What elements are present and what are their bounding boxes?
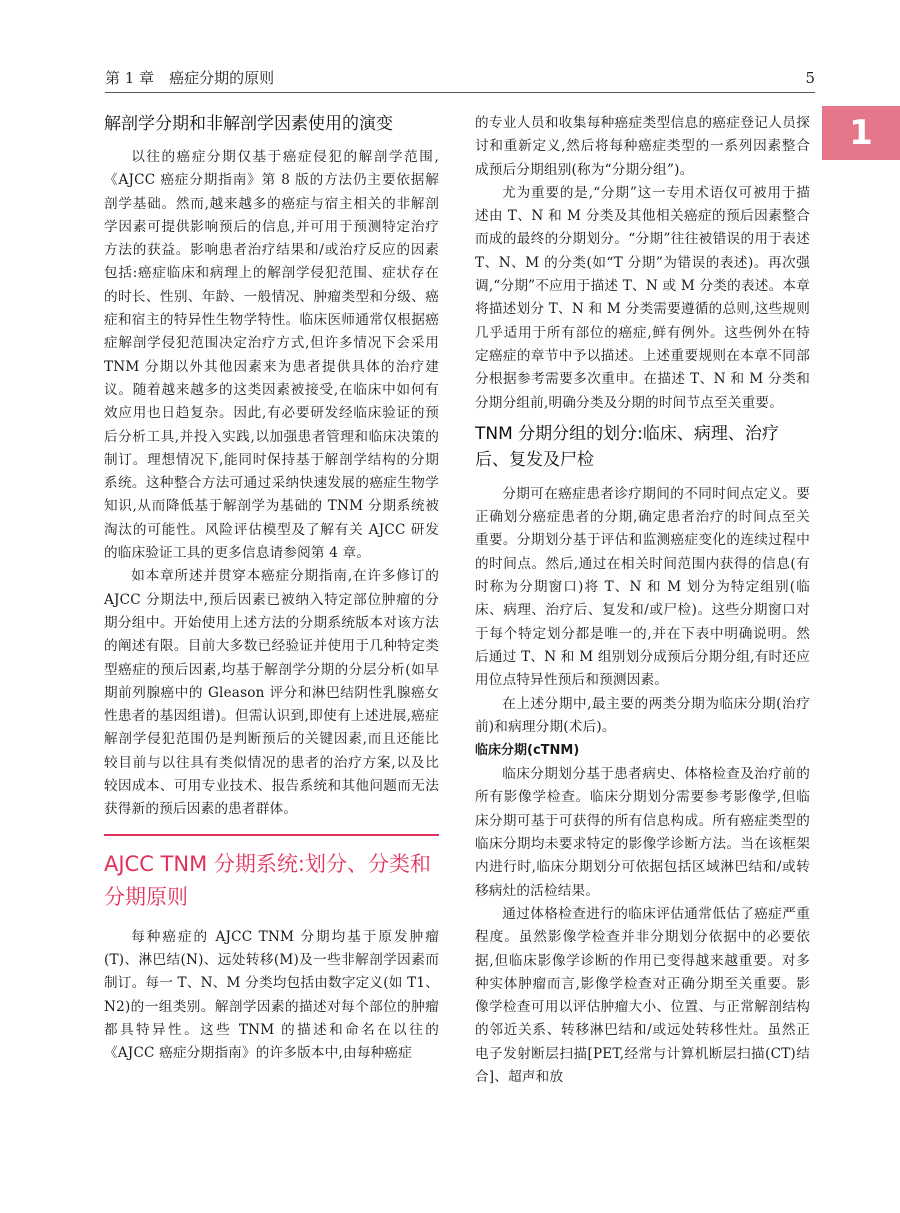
section-heading-stage-groups: TNM 分期分组的划分:临床、病理、治疗后、复发及尸检 <box>475 423 779 470</box>
paragraph: 尤为重要的是,“分期”这一专用术语仅可被用于描述由 T、N 和 M 分类及其他相关癌症的预后因素整合而成的最终的分期划分。“分期”往往被错误的用于表述 T、N、M 的分类(如“T 分期”为错误的表述)。再次强调,“分期”不应用于描述 T、N 或 M 分类的表述。本章将描述划分 T、N 和 M 分类需要遵循的总则,这些规则几乎适用于所有部位的癌症,鲜有例外。这些例外在特定癌症的章节中予以描述。上述重要规则在本章不同部分根据参考需要多次重申。在描述 T、N 和 M 分类和分期分组前,明确分类及分期的时间节点至关重要。 <box>475 184 810 411</box>
right-column <box>475 112 810 1089</box>
paragraph: 每种癌症的 AJCC TNM 分期均基于原发肿瘤(T)、淋巴结(N)、远处转移(M)及一些非解剖学因素而制订。每一 T、N、M 分类均包括由数字定义(如 T1、N2)的一组类别。解剖学因素的描述对每个部位的肿瘤都具特异性。这些 TNM 的描述和命名在以往的《AJCC 癌症分期指南》的许多版本中,由每种癌症 <box>104 928 439 1062</box>
chapter-title: 第 1 章 癌症分期的原则 <box>105 69 275 87</box>
paragraph: 通过体格检查进行的临床评估通常低估了癌症严重程度。虽然影像学检查并非分期划分依据中的必要依据,但临床影像学诊断的作用已变得越来越重要。对多种实体肿瘤而言,影像学检查对正确分期至关重要。影像学检查可用以评估肿瘤大小、位置、与正常解剖结构的邻近关系、转移淋巴结和/或远处转移性灶。虽然正电子发射断层扫描[PET,经常与计算机断层扫描(CT)结合]、超声和放 <box>475 905 810 1085</box>
paragraph-continuation: 的专业人员和收集每种癌症类型信息的癌症登记人员探讨和重新定义,然后将每种癌症类型的一系列因素整合成预后分期组别(称为“分期分组”)。 <box>475 115 810 178</box>
paragraph: 如本章所述并贯穿本癌症分期指南,在许多修订的 AJCC 分期法中,预后因素已被纳入特定部位肿瘤的分期分组中。开始使用上述方法的分期系统版本对该方法的阐述有限。目前大多数已经验证并使用于几种特定类型癌症的预后因素,均基于解剖学分期的分层分析(如早期前列腺癌中的 Gleason 评分和淋巴结阴性乳腺癌女性患者的基因组谱)。但需认识到,即使有上述进展,癌症解剖学侵犯范围仍是判断预后的关键因素,而且还能比较目前与以往具有类似情况的患者的治疗方案,以及比较因成本、可用专业技术、报告系统和其他问题而无法获得新的预后因素的患者群体。 <box>104 568 439 818</box>
paragraph: 在上述分期中,最主要的两类分期为临床分期(治疗前)和病理分期(术后)。 <box>475 695 810 735</box>
chapter-tab: 1 <box>822 106 900 160</box>
paragraph: 分期可在癌症患者诊疗期间的不同时间点定义。要正确划分癌症患者的分期,确定患者治疗的时间点至关重要。分期划分基于评估和监测癌症变化的连续过程中的时间点。然后,通过在相关时间范围内获得的信息(有时称为分期窗口)将 T、N 和 M 划分为特定组别(临床、病理、治疗后、复发和/或尸检)。这些分期窗口对于每个特定划分都是唯一的,并在下表中明确说明。然后通过 T、N 和 M 组别划分成预后分期分组,有时还应用位点特异性预后和预测因素。 <box>475 485 810 689</box>
paragraph: 以往的癌症分期仅基于癌症侵犯的解剖学范围,《AJCC 癌症分期指南》第 8 版的方法仍主要依据解剖学基础。然而,越来越多的癌症与宿主相关的非解剖学因素可提供影响预后的信息,并可用于预测特定治疗方法的获益。影响患者治疗结果和/或治疗反应的因素包括:癌症临床和病理上的解剖学侵犯范围、症状存在的时长、性别、年龄、一般情况、肿瘤类型和分级、癌症和宿主的特异性生物学特性。临床医师通常仅根据癌症解剖学侵犯范围决定治疗方式,但许多情况下会采用 TNM 分期以外其他因素来为患者提供具体的治疗建议。随着越来越多的这类因素被接受,在临床中如何有效应用也日趋复杂。因此,有必要研发经临床验证的预后分析工具,并投入实践,以加强患者管理和临床决策的制订。理想情况下,能同时保持基于解剖学结构的分期系统。这种整合方法可通过采纳快速发展的癌症生物学知识,从而降低基于解剖学为基础的 TNM 分期系统被淘汰的可能性。风险评估模型及了解有关 AJCC 研发的临床验证工具的更多信息请参阅第 4 章。 <box>104 149 439 562</box>
section-heading-tnm-system: AJCC TNM 分期系统:划分、分类和分期原则 <box>104 834 439 914</box>
section-heading-evolution: 解剖学分期和非解剖学因素使用的演变 <box>104 114 393 134</box>
running-header <box>105 66 815 90</box>
paragraph: 临床分期划分基于患者病史、体格检查及治疗前的所有影像学检查。临床分期划分需要参考影像学,但临床分期可基于可获得的所有信息构成。所有癌症类型的临床分期均未要求特定的影像学诊断方法。当在该框架内进行时,临床分期划分可依据包括区域淋巴结和/或转移病灶的活检结果。 <box>475 766 810 899</box>
page-number: 5 <box>805 69 815 87</box>
left-column <box>104 112 439 1065</box>
header-divider <box>105 92 815 93</box>
subsection-heading-clinical: 临床分期(cTNM) <box>475 743 580 759</box>
